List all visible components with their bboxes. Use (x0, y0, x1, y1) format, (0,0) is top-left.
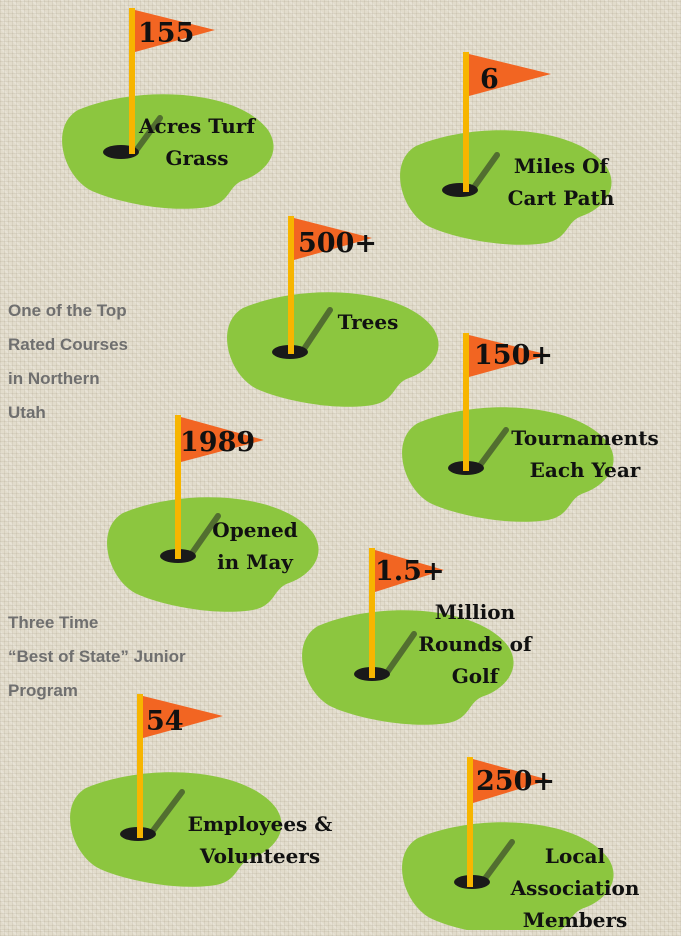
note-top-rated: One of the Top Rated Courses in Northern Utah (8, 301, 128, 422)
stat-label: Miles Of Cart Path (507, 154, 615, 210)
note-best-of-state: Three Time “Best of State” Junior Program (8, 613, 186, 700)
stat-value: 250+ (476, 766, 555, 797)
stat-value: 150+ (474, 340, 553, 371)
stat-value: 6 (480, 64, 499, 95)
green-flag-icon (400, 52, 611, 245)
stat-label: Opened in May (212, 518, 298, 574)
stat-label: Acres Turf Grass (139, 114, 255, 170)
stat-value: 1989 (180, 427, 256, 458)
stat-label: Local Association Members (510, 844, 640, 932)
stat-label: Employees & Volunteers (187, 812, 333, 868)
stat-value: 54 (146, 706, 184, 737)
stat-value: 1.5+ (375, 556, 445, 587)
stat-value: 155 (138, 18, 195, 49)
stat-label: Million Rounds of Golf (418, 600, 532, 688)
stat-label: Tournaments Each Year (511, 426, 659, 482)
stat-label: Trees (337, 310, 399, 334)
stat-value: 500+ (298, 228, 377, 259)
